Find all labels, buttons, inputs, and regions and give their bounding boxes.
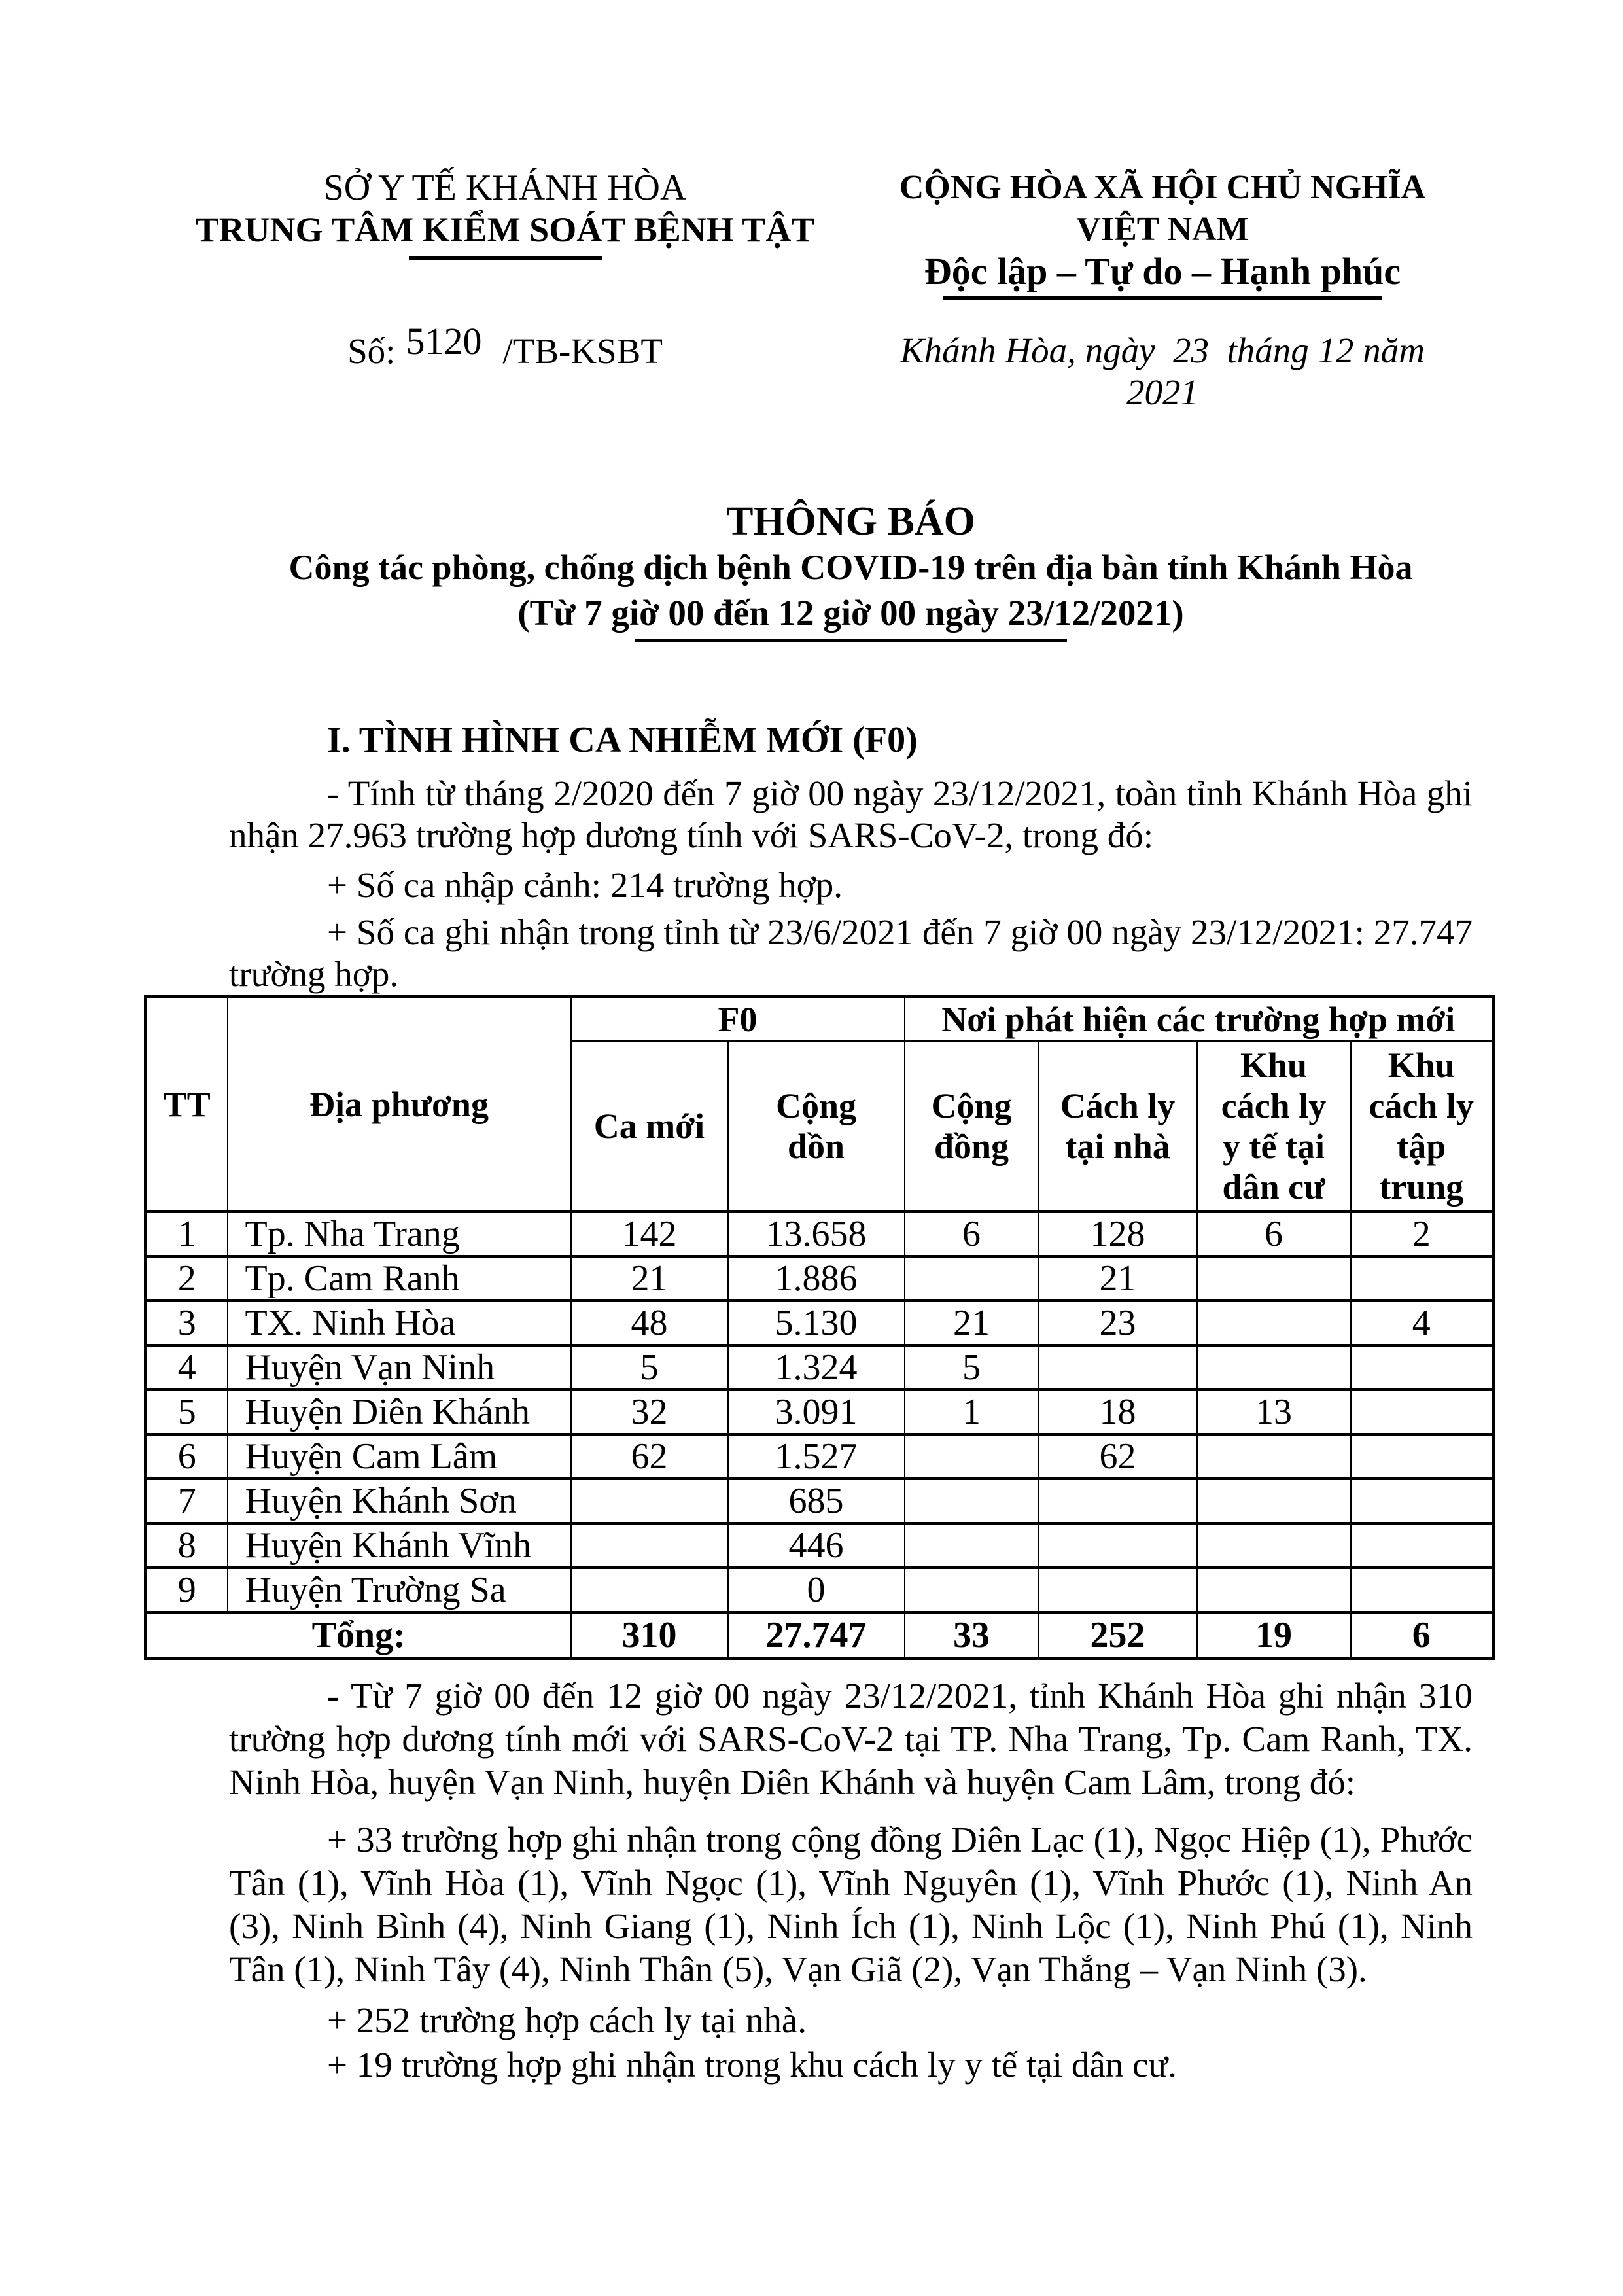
cell-new-cases (571, 1479, 728, 1523)
cell-home-isolation: 21 (1039, 1256, 1197, 1301)
col-header-home-isolation: Cách ly tại nhà (1039, 1042, 1197, 1212)
cell-medical-isolation (1197, 1301, 1351, 1345)
cell-community (905, 1479, 1039, 1523)
cell-home-isolation: 23 (1039, 1301, 1197, 1345)
paragraph-domestic-cases: + Số ca ghi nhận trong tỉnh từ 23/6/2021 đến 7 giờ 00 ngày 23/12/2021: 27.747 trường hợp. (229, 912, 1473, 994)
document-header (144, 167, 1459, 300)
col-group-f0: F0 (571, 997, 905, 1042)
cell-new-cases: 142 (571, 1212, 728, 1257)
cell-concentrated-isolation (1351, 1568, 1493, 1612)
national-motto: Độc lập – Tự do – Hạnh phúc (924, 250, 1401, 292)
document-period: (Từ 7 giờ 00 đến 12 giờ 00 ngày 23/12/2021) (517, 593, 1184, 633)
cell-concentrated-isolation: 4 (1351, 1301, 1493, 1345)
section-heading: I. TÌNH HÌNH CA NHIỄM MỚI (F0) (327, 720, 918, 760)
paragraph-medical-isolation: + 19 trường hợp ghi nhận trong khu cách ly y tế tại dân cư. (327, 2045, 1177, 2085)
col-header-community: Cộng đồng (905, 1042, 1039, 1212)
table-total-row (146, 1612, 1493, 1659)
cell-locality: Huyện Khánh Vĩnh (228, 1523, 571, 1568)
paragraph-cumulative-total: - Tính từ tháng 2/2020 đến 7 giờ 00 ngày 23/12/2021, toàn tỉnh Khánh Hòa ghi nhận 27.963 trường hợp dương tính với SARS-CoV-2, trong đó: (229, 773, 1473, 855)
cell-tt: 6 (146, 1434, 228, 1479)
cell-cumulative: 1.527 (728, 1434, 905, 1479)
col-header-concentrated-isolation: Khu cách ly tập trung (1351, 1042, 1493, 1212)
cell-concentrated-isolation (1351, 1434, 1493, 1479)
col-header-cumulative: Cộng dồn (728, 1042, 905, 1212)
cell-concentrated-isolation (1351, 1523, 1493, 1568)
col-header-locality: Địa phương (228, 997, 571, 1212)
paragraph-home-isolation: + 252 trường hợp cách ly tại nhà. (327, 2000, 807, 2040)
document-number-value: 5120 (406, 320, 482, 362)
national-title: CỘNG HÒA XÃ HỘI CHỦ NGHĨA VIỆT NAM (899, 169, 1426, 248)
total-label: Tổng: (146, 1612, 571, 1659)
title-underline (635, 639, 1067, 642)
cell-locality: Huyện Vạn Ninh (228, 1345, 571, 1390)
cell-home-isolation: 128 (1039, 1212, 1197, 1257)
cell-tt: 2 (146, 1256, 228, 1301)
cell-medical-isolation (1197, 1256, 1351, 1301)
section-details (229, 1674, 1473, 2087)
cell-locality: Huyện Cam Lâm (228, 1434, 571, 1479)
cell-medical-isolation (1197, 1523, 1351, 1568)
cell-tt: 4 (146, 1345, 228, 1390)
table-row (146, 1212, 1493, 1257)
cell-tt: 7 (146, 1479, 228, 1523)
table-row (146, 1434, 1493, 1479)
cell-home-isolation: 62 (1039, 1434, 1197, 1479)
cell-medical-isolation (1197, 1568, 1351, 1612)
cell-new-cases: 5 (571, 1345, 728, 1390)
cell-tt: 1 (146, 1212, 228, 1257)
cell-new-cases: 21 (571, 1256, 728, 1301)
cell-community (905, 1523, 1039, 1568)
cell-concentrated-isolation (1351, 1479, 1493, 1523)
table-header-row-1 (146, 997, 1493, 1042)
total-medical-isolation: 19 (1197, 1612, 1351, 1659)
col-group-detection-place: Nơi phát hiện các trường hợp mới (905, 997, 1493, 1042)
cell-locality: Tp. Cam Ranh (228, 1256, 571, 1301)
document-title: THÔNG BÁO (726, 499, 975, 544)
cell-cumulative: 685 (728, 1479, 905, 1523)
cell-cumulative: 0 (728, 1568, 905, 1612)
cell-home-isolation (1039, 1345, 1197, 1390)
issuing-agency-block (144, 167, 866, 300)
cell-medical-isolation: 6 (1197, 1212, 1351, 1257)
cell-home-isolation: 18 (1039, 1390, 1197, 1434)
total-community: 33 (905, 1612, 1039, 1659)
document-meta-row (144, 320, 1459, 414)
paragraph-imported-cases: + Số ca nhập cảnh: 214 trường hợp. (327, 865, 843, 905)
col-header-tt: TT (146, 997, 228, 1212)
agency-name: TRUNG TÂM KIỂM SOÁT BỆNH TẬT (195, 210, 815, 249)
cell-tt: 8 (146, 1523, 228, 1568)
cell-cumulative: 1.886 (728, 1256, 905, 1301)
cell-locality: Huyện Diên Khánh (228, 1390, 571, 1434)
cell-cumulative: 446 (728, 1523, 905, 1568)
cell-tt: 3 (146, 1301, 228, 1345)
cell-cumulative: 13.658 (728, 1212, 905, 1257)
cell-community: 1 (905, 1390, 1039, 1434)
table-row (146, 1568, 1493, 1612)
table-row (146, 1523, 1493, 1568)
agency-underline (409, 256, 602, 260)
document-number-label: Số: (347, 331, 396, 371)
cell-new-cases: 48 (571, 1301, 728, 1345)
table-row (146, 1256, 1493, 1301)
cell-community: 21 (905, 1301, 1039, 1345)
cell-locality: TX. Ninh Hòa (228, 1301, 571, 1345)
table-row (146, 1479, 1493, 1523)
cell-new-cases (571, 1523, 728, 1568)
cell-concentrated-isolation (1351, 1256, 1493, 1301)
motto-underline (943, 296, 1382, 300)
cell-medical-isolation (1197, 1345, 1351, 1390)
cell-community: 6 (905, 1212, 1039, 1257)
cell-new-cases: 62 (571, 1434, 728, 1479)
cell-cumulative: 1.324 (728, 1345, 905, 1390)
cell-locality: Huyện Khánh Sơn (228, 1479, 571, 1523)
total-home-isolation: 252 (1039, 1612, 1197, 1659)
cell-locality: Tp. Nha Trang (228, 1212, 571, 1257)
col-header-medical-isolation: Khu cách ly y tế tại dân cư (1197, 1042, 1351, 1212)
cell-new-cases: 32 (571, 1390, 728, 1434)
paragraph-period-summary: - Từ 7 giờ 00 đến 12 giờ 00 ngày 23/12/2021, tỉnh Khánh Hòa ghi nhận 310 trường hợp dương tính mới với SARS-CoV-2 tại TP. Nha Trang, Tp. Cam Ranh, TX. Ninh Hòa, huyện Vạn Ninh, huyện Diên Khánh và huyện Cam Lâm, trong đó: (229, 1676, 1473, 1802)
col-header-new-cases: Ca mới (571, 1042, 728, 1212)
cell-concentrated-isolation: 2 (1351, 1212, 1493, 1257)
cell-cumulative: 3.091 (728, 1390, 905, 1434)
document-number (144, 320, 866, 414)
cell-home-isolation (1039, 1523, 1197, 1568)
document-number-suffix: /TB-KSBT (502, 331, 663, 371)
total-new-cases: 310 (571, 1612, 728, 1659)
total-cumulative: 27.747 (728, 1612, 905, 1659)
title-block (229, 499, 1473, 642)
cell-tt: 5 (146, 1390, 228, 1434)
paragraph-community-detail: + 33 trường hợp ghi nhận trong cộng đồng Diên Lạc (1), Ngọc Hiệp (1), Phước Tân (1), Vĩnh Hòa (1), Vĩnh Ngọc (1), Vĩnh Nguyên (1), Vĩnh Phước (1), Ninh An (3), Ninh Bình (4), Ninh Giang (1), Ninh Ích (1), Ninh Lộc (1), Ninh Phú (1), Ninh Tân (1), Ninh Tây (4), Ninh Thân (5), Vạn Giã (2), Vạn Thắng – Vạn Ninh (3). (229, 1820, 1473, 1989)
cell-home-isolation (1039, 1479, 1197, 1523)
covid-stats-table (144, 995, 1495, 1660)
cell-community (905, 1256, 1039, 1301)
cell-cumulative: 5.130 (728, 1301, 905, 1345)
section-new-cases (229, 719, 1473, 995)
cell-concentrated-isolation (1351, 1390, 1493, 1434)
cell-concentrated-isolation (1351, 1345, 1493, 1390)
cell-medical-isolation: 13 (1197, 1390, 1351, 1434)
national-header-block (866, 167, 1459, 300)
cell-community (905, 1434, 1039, 1479)
cell-community: 5 (905, 1345, 1039, 1390)
table-row (146, 1390, 1493, 1434)
cell-new-cases (571, 1568, 728, 1612)
total-concentrated-isolation: 6 (1351, 1612, 1493, 1659)
cell-locality: Huyện Trường Sa (228, 1568, 571, 1612)
table-row (146, 1345, 1493, 1390)
cell-medical-isolation (1197, 1434, 1351, 1479)
cell-community (905, 1568, 1039, 1612)
table-row (146, 1301, 1493, 1345)
agency-parent-name: SỞ Y TẾ KHÁNH HÒA (323, 168, 687, 208)
cell-home-isolation (1039, 1568, 1197, 1612)
document-subtitle: Công tác phòng, chống dịch bệnh COVID-19 trên địa bàn tỉnh Khánh Hòa (288, 548, 1413, 587)
cell-medical-isolation (1197, 1479, 1351, 1523)
cell-tt: 9 (146, 1568, 228, 1612)
date-line: Khánh Hòa, ngày 23 tháng 12 năm 2021 (899, 330, 1434, 412)
